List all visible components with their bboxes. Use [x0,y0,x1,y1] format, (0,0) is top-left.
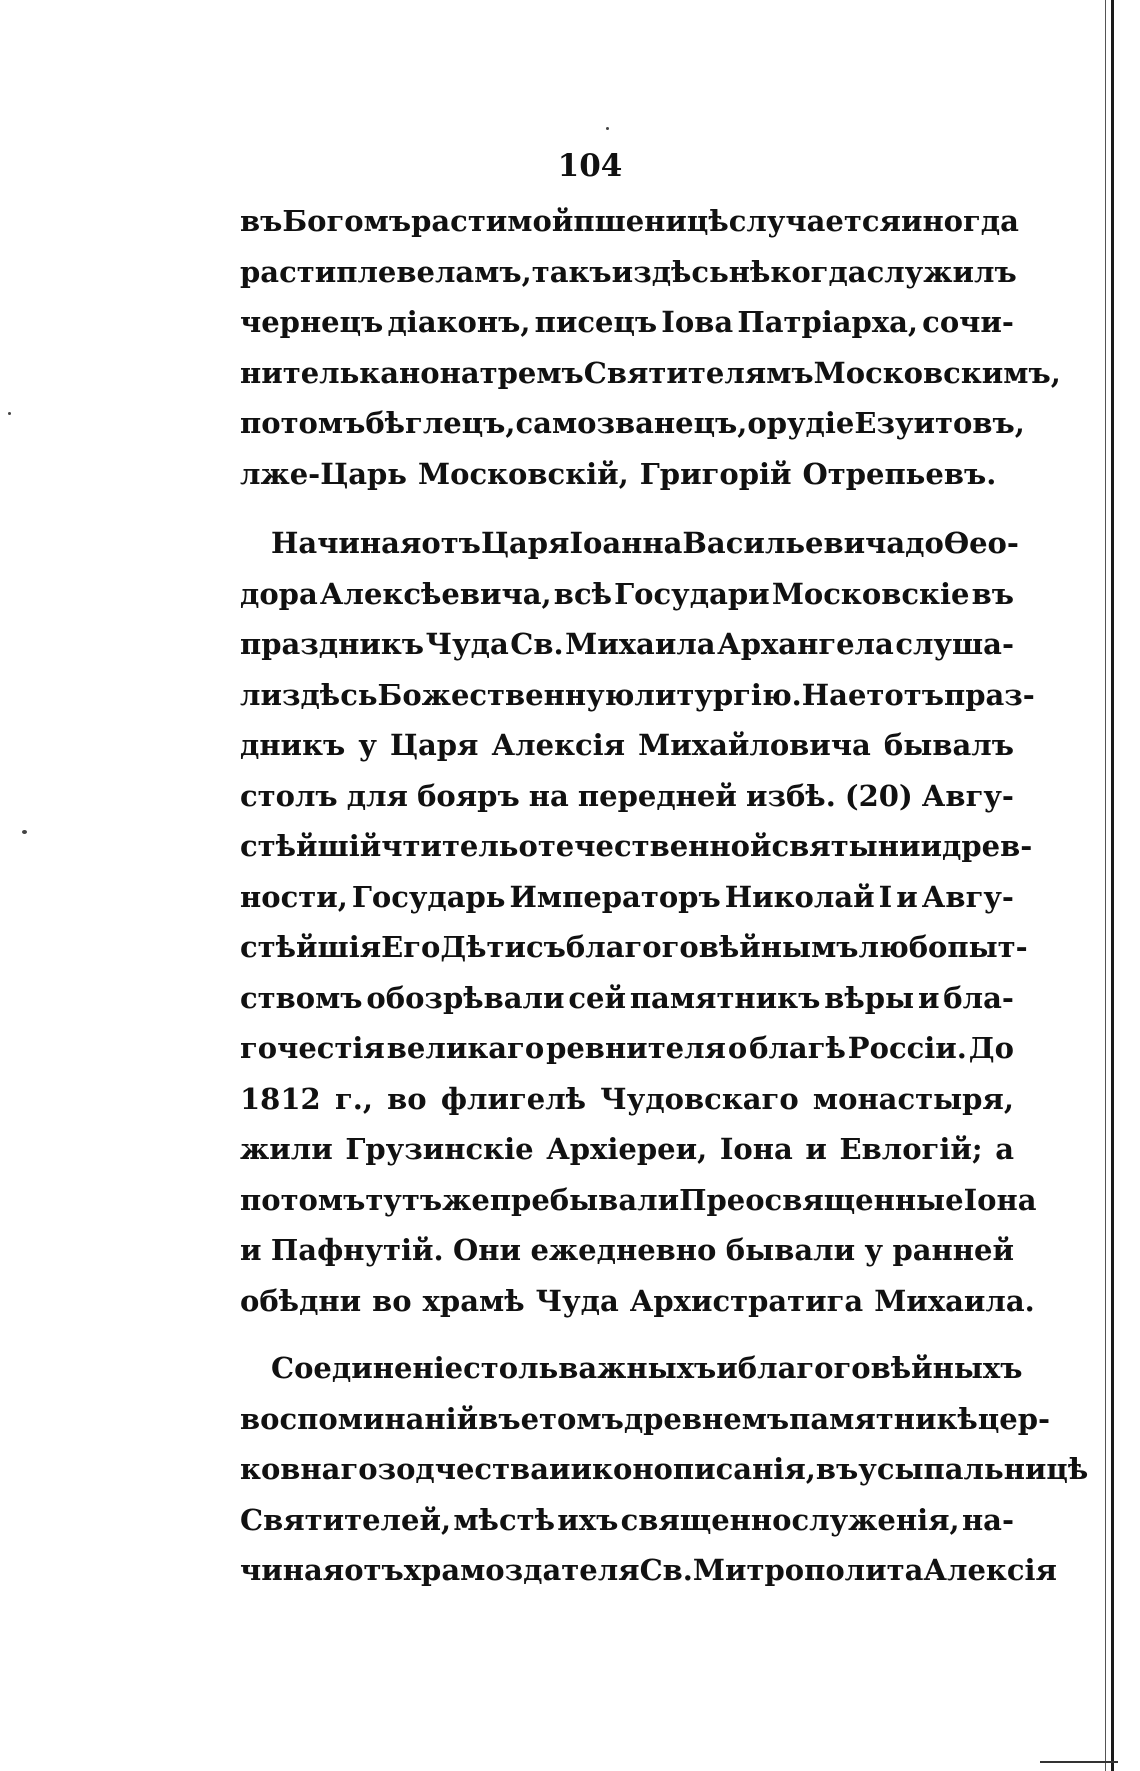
text-line: ности, Государь Императоръ Николай I и Авгу- [240,879,1014,914]
scan-speck [22,830,27,834]
text-line: нитель канона тремъ Святителямъ Московскимъ, [240,355,1061,390]
text-line: лже-Царь Московскій, Григорій Отрепьевъ. [240,456,997,491]
text-line: воспоминаній въ етомъ древнемъ памятникѣ цер- [240,1401,1051,1436]
page-edge-line [1105,0,1106,1771]
text-line: Соединеніе столь важныхъ и благоговѣйныхъ [271,1351,1023,1385]
scan-speck [8,412,11,415]
text-line: въ Богомъ растимой пшеницѣ случается иногда [240,204,1019,238]
text-line: гочестія великаго ревнителя о благѣ Россіи. До [240,1031,1014,1065]
page-number: 104 [557,148,623,184]
paragraph-1 [240,196,1061,499]
text-line: расти плевеламъ, такъ и здѣсь нѣкогда служилъ [240,254,1017,289]
text-line: ли здѣсь Божественную литургію. На етотъ праз- [240,677,1035,712]
paragraph-2 [240,518,1037,1326]
text-line: жили Грузинскіе Архіереи, Іона и Евлогій; а [240,1132,1014,1166]
scan-speck [606,127,609,130]
text-line: дора Алексѣевича, всѣ Государи Московскіе въ [240,576,1014,611]
text-line: Начиная отъ Царя Іоанна Васильевича до Ѳео- [271,526,1019,560]
text-line: стѣйшія Его Дѣти съ благоговѣйнымъ любопыт- [240,930,1028,964]
text-line: потомъ тутъ же пребывали Преосвященные Іона [240,1182,1037,1217]
text-line: и Пафнутій. Они ежедневно бывали у ранней [240,1233,1014,1267]
page-edge-shadow [1111,0,1114,1771]
text-line: дникъ у Царя Алексія Михайловича бывалъ [240,728,1014,762]
text-line: обѣдни во храмѣ Чуда Архистратига Михаила. [240,1283,1035,1318]
text-line: праздникъ Чуда Св. Михаила Архангела слуша- [240,627,1014,661]
text-line: потомъ бѣглецъ, самозванецъ, орудіе Езуитовъ, [240,406,1025,440]
text-line: Святителей, мѣстѣ ихъ священнослуженія, на- [240,1502,1014,1537]
text-line: столъ для бояръ на передней избѣ. (20) Авгу- [240,778,1014,813]
text-line: 1812 г., во флигелѣ Чудовскаго монастыря, [240,1081,1014,1116]
text-line: ствомъ обозрѣвали сей памятникъ вѣры и бла- [240,980,1014,1015]
text-line: чиная отъ храмоздателя Св. Митрополита Алексія [240,1553,1057,1587]
text-line: чернецъ діаконъ, писецъ Іова Патріарха, сочи- [240,305,1014,339]
page-corner-mark [1040,1761,1118,1763]
paragraph-3 [240,1343,1089,1596]
text-line: стѣйшій чтитель отечественной святыни и древ- [240,829,1033,863]
text-line: ковнаго зодчества и иконописанія, въ усыпальницѣ [240,1452,1089,1486]
